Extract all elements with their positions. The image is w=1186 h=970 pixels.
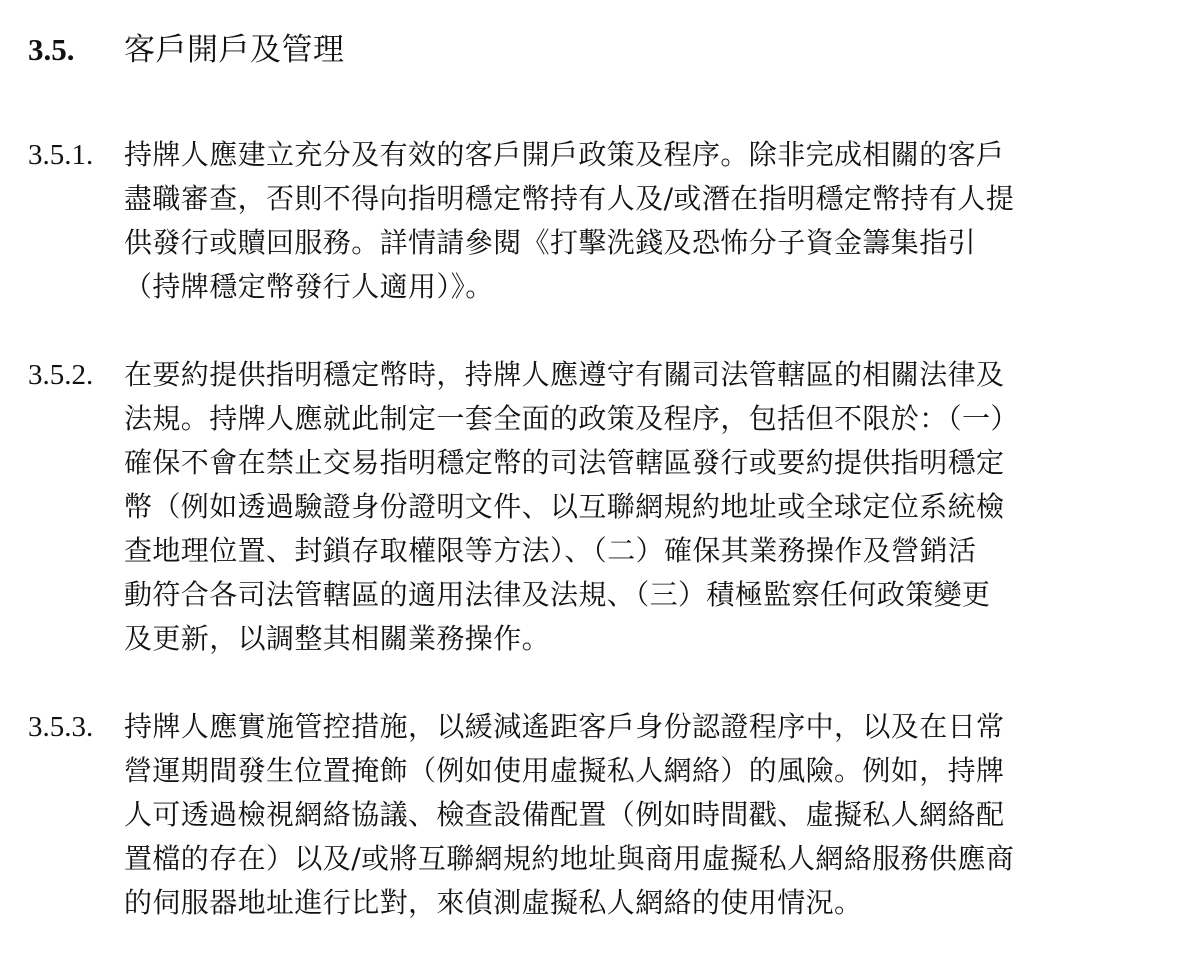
clause-number: 3.5.2. [28,359,94,391]
clause-line: 在要約提供指明穩定幣時，持牌人應遵守有關司法管轄區的相關法律及 [124,358,1005,391]
section-number: 3.5. [28,32,75,67]
clause-number: 3.5.1. [28,139,94,171]
clause-line: 法規。持牌人應就此制定一套全面的政策及程序，包括但不限於：（一） [124,402,1019,435]
clause-line: （持牌穩定幣發行人適用）》。 [124,270,494,303]
clause-line: 持牌人應建立充分及有效的客戶開戶政策及程序。除非完成相關的客戶 [124,138,1005,171]
clause-line: 置檔的存在）以及/或將互聯網規約地址與商用虛擬私人網絡服務供應商 [124,842,1015,875]
clause-number: 3.5.3. [28,711,94,743]
clause-text [124,133,1154,309]
clause-line: 的伺服器地址進行比對，來偵測虛擬私人網絡的使用情況。 [124,886,863,919]
clause-line: 盡職審查，否則不得向指明穩定幣持有人及/或潛在指明穩定幣持有人提 [124,182,1015,215]
clause-line: 持牌人應實施管控措施，以緩減遙距客戶身份認證程序中，以及在日常 [124,710,1005,743]
clause-line: 動符合各司法管轄區的適用法律及法規、（三）積極監察任何政策變更 [124,578,991,611]
clause-line: 確保不會在禁止交易指明穩定幣的司法管轄區發行或要約提供指明穩定 [124,446,1005,479]
clause-line: 查地理位置、封鎖存取權限等方法）、（二）確保其業務操作及營銷活 [124,534,977,567]
section-title: 客戶開戶及管理 [124,32,345,68]
clause-line: 及更新，以調整其相關業務操作。 [124,622,551,655]
clause-line: 人可透過檢視網絡協議、檢查設備配置（例如時間戳、虛擬私人網絡配 [124,798,1005,831]
clause-line: 供發行或贖回服務。詳情請參閱《打擊洗錢及恐怖分子資金籌集指引 [124,226,977,259]
clause-line: 營運期間發生位置掩飾（例如使用虛擬私人網絡）的風險。例如，持牌 [124,754,1005,787]
clause-line: 幣（例如透過驗證身份證明文件、以互聯網規約地址或全球定位系統檢 [124,490,1005,523]
clause-text [124,705,1154,925]
clause-text [124,353,1154,661]
